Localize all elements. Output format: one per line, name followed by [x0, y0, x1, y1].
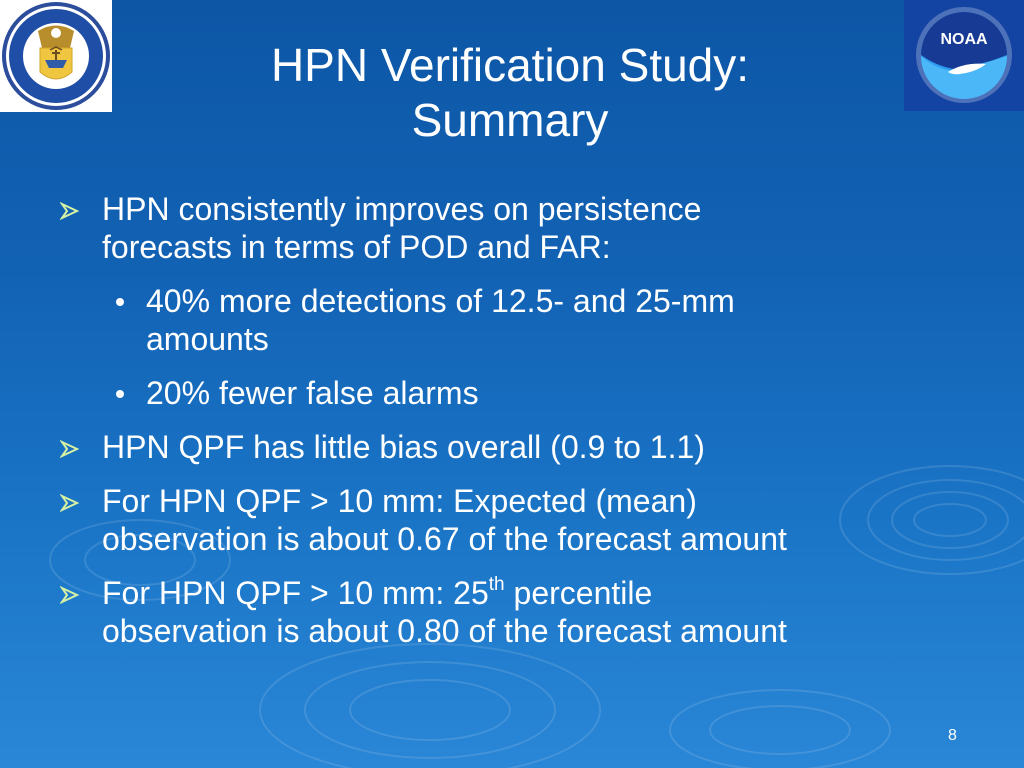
- bullet-item-4: [60, 574, 990, 650]
- noaa-logo-icon: [904, 0, 1024, 111]
- slide-title: [150, 38, 870, 148]
- bullet-item-4-superscript: th: [488, 574, 505, 596]
- bullet-item-3: [60, 482, 990, 558]
- bullet-item-1: [60, 190, 990, 266]
- sub-bullet-item-1-line-1: 40% more detections of 12.5- and 25-mm: [146, 283, 735, 319]
- round-bullet-icon: [116, 390, 124, 398]
- bullet-item-1-line-2: forecasts in terms of POD and FAR:: [102, 229, 611, 265]
- bullet-item-4-line-1-after: percentile: [504, 575, 653, 611]
- arrow-bullet-icon: [60, 202, 80, 220]
- sub-bullet-item-2: [60, 374, 990, 412]
- bullet-list: [60, 190, 990, 666]
- bullet-item-2-line-1: HPN QPF has little bias overall (0.9 to 1.1): [102, 429, 705, 465]
- bullet-item-2: [60, 428, 990, 466]
- arrow-bullet-icon: [60, 494, 80, 512]
- slide-number: 8: [948, 727, 957, 744]
- arrow-bullet-icon: [60, 586, 80, 604]
- title-line-1: HPN Verification Study:: [270, 39, 750, 91]
- title-line-2: Summary: [411, 94, 609, 146]
- bullet-item-3-line-2: observation is about 0.67 of the forecast amount: [102, 521, 787, 557]
- noaa-logo: [904, 0, 1024, 111]
- sub-bullet-item-2-line-1: 20% fewer false alarms: [146, 375, 479, 411]
- arrow-bullet-icon: [60, 440, 80, 458]
- department-of-commerce-logo: [0, 0, 112, 112]
- bullet-item-4-line-2: observation is about 0.80 of the forecast amount: [102, 613, 787, 649]
- svg-text:NOAA: NOAA: [940, 31, 988, 48]
- bullet-item-4-line-1-before: For HPN QPF > 10 mm: 25: [102, 575, 489, 611]
- bullet-item-3-line-1: For HPN QPF > 10 mm: Expected (mean): [102, 483, 697, 519]
- commerce-seal-icon: [0, 0, 112, 112]
- round-bullet-icon: [116, 298, 124, 306]
- sub-bullet-item-1: [60, 282, 990, 358]
- sub-bullet-item-1-line-2: amounts: [146, 321, 269, 357]
- bullet-item-1-line-1: HPN consistently improves on persistence: [102, 191, 702, 227]
